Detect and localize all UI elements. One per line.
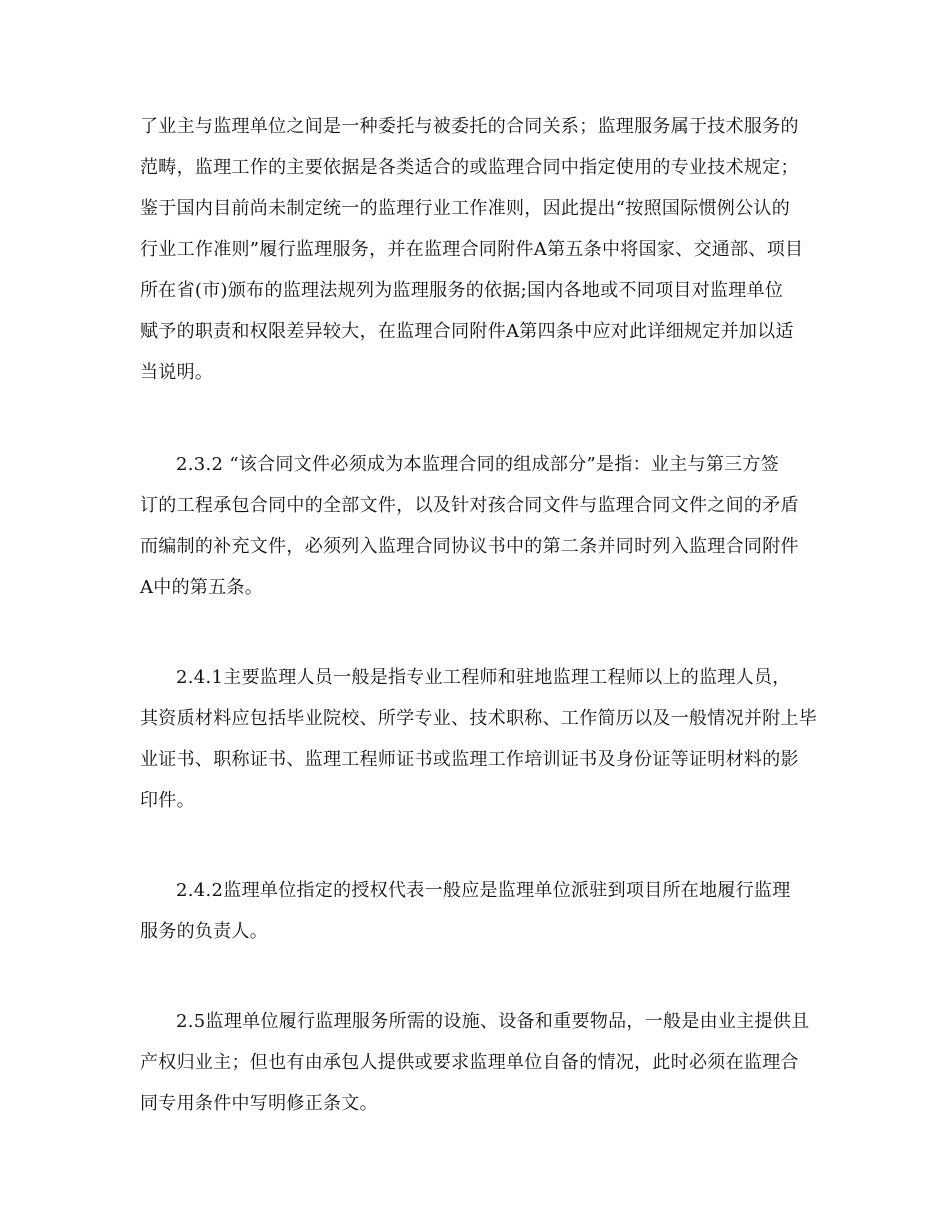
- text-line: 赋予的职责和权限差异较大，在监理合同附件A第四条中应对此详细规定并加以适: [140, 321, 794, 342]
- paragraph-2-4-2: [140, 870, 820, 952]
- text-line: 其资质材料应包括毕业院校、所学专业、技术职称、工作简历以及一般情况并附上毕: [140, 708, 818, 729]
- text-line: 服务的负责人。: [140, 921, 269, 942]
- text-line: 业证书、职称证书、监理工程师证书或监理工作培训证书及身份证等证明材料的影: [140, 749, 799, 770]
- text-line: 范畴，监理工作的主要依据是各类适合的或监理合同中指定使用的专业技术规定；: [140, 157, 799, 178]
- text-line: 订的工程承包合同中的全部文件，以及针对孩合同文件与监理合同文件之间的矛盾: [140, 495, 799, 516]
- text-line: A中的第五条。: [140, 577, 264, 598]
- paragraph-2-3-2: [140, 444, 820, 608]
- text-line: 鉴于国内目前尚未制定统一的监理行业工作准则，因此提出“按照国际惯例公认的: [140, 198, 790, 219]
- paragraph-2-4-1: [140, 657, 820, 821]
- text-line: 2.4.1主要监理人员一般是指专业工程师和驻地监理工程师以上的监理人员，: [176, 667, 791, 688]
- text-line: 产权归业主；但也有由承包人提供或要求监理单位自备的情况，此时必须在监理合: [140, 1052, 799, 1073]
- paragraph-contract-relationship: [140, 106, 820, 393]
- text-line: 当说明。: [140, 362, 214, 383]
- text-line: 2.4.2监理单位指定的授权代表一般应是监理单位派驻到项目所在地履行监理: [176, 880, 791, 901]
- text-line: 同专用条件中写明修正条文。: [140, 1093, 378, 1114]
- text-line: 了业主与监理单位之间是一种委托与被委托的合同关系；监理服务属于技术服务的: [140, 116, 799, 137]
- text-line: 印件。: [140, 790, 195, 811]
- text-line: 2.5监理单位履行监理服务所需的设施、设备和重要物品，一般是由业主提供且: [176, 1011, 810, 1032]
- text-line: 而编制的补充文件，必须列入监理合同协议书中的第二条并同时列入监理合同附件: [140, 536, 799, 557]
- paragraph-2-5: [140, 1001, 820, 1124]
- text-line: 所在省(市)颁布的监理法规列为监理服务的依据;国内各地或不同项目对监理单位: [140, 280, 784, 301]
- text-line: 2.3.2 “该合同文件必须成为本监理合同的组成部分”是指：业主与第三方签: [176, 454, 780, 475]
- text-line: 行业工作准则”履行监理服务，并在监理合同附件A第五条中将国家、交通部、项目: [140, 239, 804, 260]
